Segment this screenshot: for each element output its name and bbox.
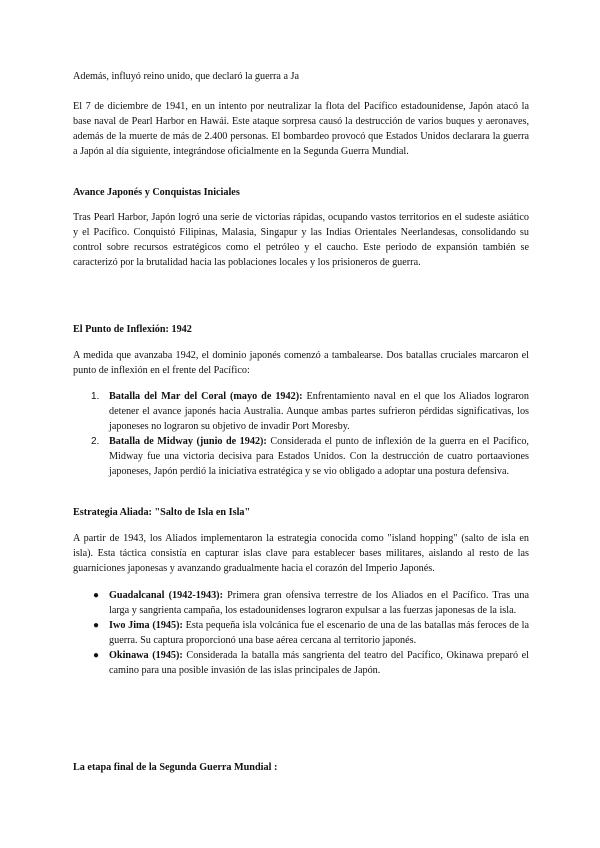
campaigns-bullet-list: [73, 588, 529, 678]
turning-point-paragraph: A medida que avanzaba 1942, el dominio japonés comenzó a tambalearse. Dos batallas cruciales marcaron el punto de inflexión en el frente del Pacífico:: [73, 350, 529, 376]
list-item: [73, 588, 529, 618]
bullet-icon: ●: [93, 590, 100, 601]
pearl-harbor-paragraph: El 7 de diciembre de 1941, en un intento por neutralizar la flota del Pacífico estadounidense, Japón atacó la base naval de Pearl Harbor en Hawái. Este ataque sorpresa causó la destrucción de varios buques y aeronaves, además de la muerte de más de 2.400 personas. El bombardeo provocó que Estados Unidos declarara la guerra a Japón al día siguiente, integrándose oficialmente en la Segunda Guerra Mundial.: [73, 101, 529, 157]
strategy-paragraph: A partir de 1943, los Aliados implementaron la estrategia conocida como "island hopping" (salto de isla en isla). Esta táctica consistía en capturar islas clave para establecer bases militares, aislando al resto de las guarniciones japonesas y avanzando gradualmente hacia el corazón del Imperio Japonés.: [73, 533, 529, 574]
list-item: [73, 389, 529, 434]
list-item: [73, 618, 529, 648]
battles-numbered-list: [73, 389, 529, 479]
list-item-text: Primera gran ofensiva terrestre de los Aliados en el Pacífico. Tras una larga y sangrienta campaña, los estadounidenses lograron expulsar a las fuerzas japonesas de la isla.: [109, 590, 529, 616]
list-item-text: Enfrentamiento naval en el que los Aliados lograron detener el avance japonés hacia Australia. Aunque ambas partes sufrieron pérdidas significativas, los japoneses no lograron su objetivo de invadir Port Moresby.: [109, 391, 529, 432]
list-item-text: Considerada el punto de inflexión de la guerra en el Pacífico, Midway fue una victoria decisiva para Estados Unidos. Con la destrucción de cuatro portaaviones japoneses, Japón perdió la iniciativa estratégica y se vio obligado a adoptar una postura defensiva.: [109, 436, 529, 477]
list-item-title: Batalla de Midway (junio de 1942):: [109, 436, 267, 447]
list-item-title: Batalla del Mar del Coral (mayo de 1942):: [109, 391, 303, 402]
section-heading-advance: Avance Japonés y Conquistas Iniciales: [73, 187, 240, 198]
bullet-icon: ●: [93, 620, 100, 631]
list-item: [73, 434, 529, 479]
section-heading-strategy: Estrategia Aliada: "Salto de Isla en Isla": [73, 507, 251, 518]
list-item-text: Esta pequeña isla volcánica fue el escenario de una de las batallas más feroces de la guerra. Su captura proporcionó una base aérea cercana al territorio japonés.: [109, 620, 529, 646]
section-heading-final: La etapa final de la Segunda Guerra Mundial :: [73, 762, 278, 773]
bullet-icon: ●: [93, 650, 100, 661]
list-item-title: Okinawa (1945):: [109, 650, 183, 661]
list-item-title: Iwo Jima (1945):: [109, 620, 183, 631]
list-number: 2.: [91, 436, 100, 447]
advance-paragraph: Tras Pearl Harbor, Japón logró una serie de victorias rápidas, ocupando vastos territorios en el sudeste asiático y el Pacífico. Conquistó Filipinas, Malasia, Singapur y las Indias Orientales Neerlandesas, consolidando su control sobre recursos estratégicos como el petróleo y el caucho. Este periodo de expansión también se caracterizó por la brutalidad hacia las poblaciones locales y los prisioneros de guerra.: [73, 212, 529, 268]
list-item-title: Guadalcanal (1942-1943):: [109, 590, 223, 601]
list-item: [73, 648, 529, 678]
intro-line: Además, influyó reino unido, que declaró la guerra a Ja: [73, 71, 300, 82]
list-number: 1.: [91, 391, 100, 402]
section-heading-turning-point: El Punto de Inflexión: 1942: [73, 324, 192, 335]
list-item-text: Considerada la batalla más sangrienta del teatro del Pacífico, Okinawa preparó el camino para una posible invasión de las islas principales de Japón.: [109, 650, 529, 676]
